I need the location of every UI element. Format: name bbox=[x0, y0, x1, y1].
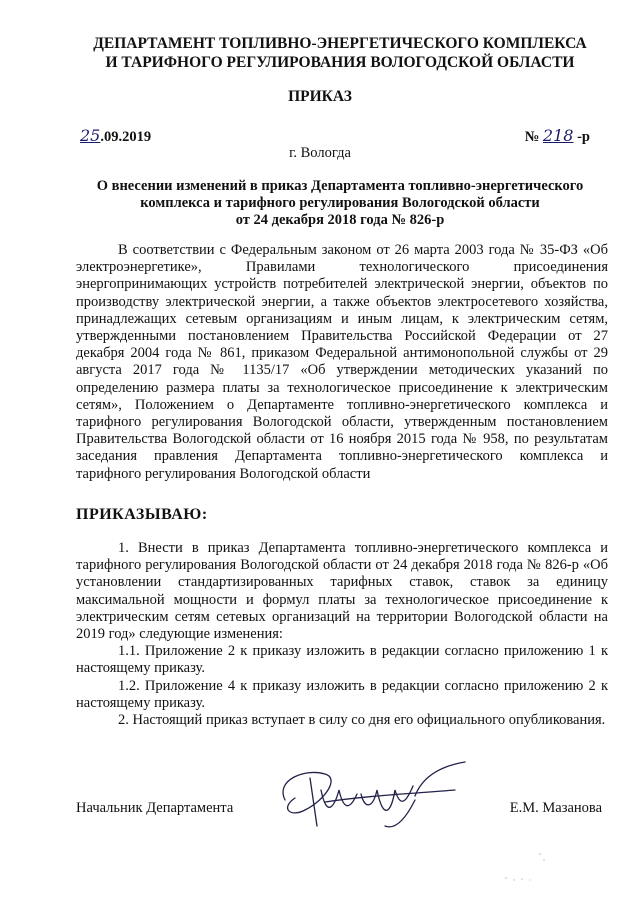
date-day-handwritten: 25 bbox=[80, 126, 101, 145]
subject-line-3: от 24 декабря 2018 года № 826-р bbox=[235, 212, 445, 228]
preamble-paragraph: В соответствии с Федеральным законом от 26 марта 2003 года № 35-ФЗ «Об электроэнергетике», Правилами технологического присоединения энергопринимающих устройств потребителей электрической энергии, объектов по производству электрической энергии, а также объектов электросетевого хозяйства, принадлежащих сетевым организациям и иным лицам, к электрическим сетям, утвержденными постановлением Правительства Российской Федерации от 27 декабря 2004 года № 861, приказом Федеральной антимонопольной службы от 29 августа 2017 года № 1135/17 «Об утверждении методических указаний по определению размера платы за технологическое присоединение к электрическим сетям», Положением о Департаменте топливно-энергетического комплекса и тарифного регулирования Вологодской области, утвержденным постановлением Правительства Вологодской области от 16 ноября 2015 года № 958, по результатам заседания правления Департамента топливно-энергетического комплекса и тарифного регулирования Вологодской области bbox=[76, 242, 608, 482]
subject-line-2: комплекса и тарифного регулирования Вологодской области bbox=[140, 195, 540, 211]
order-item-1: 1. Внести в приказ Департамента топливно-энергетического комплекса и тарифного регулирования Вологодской области от 24 декабря 2018 года № 826-р «Об установлении стандартизированных тарифных ставок, ставок за единицу максимальной мощности и формул платы за технологическое присоединение к электрическим сетям сетевых организаций на территории Вологодской области на 2019 год» следующие изменения: bbox=[76, 540, 608, 643]
handwritten-signature bbox=[265, 760, 475, 832]
number-suffix: -р bbox=[577, 129, 590, 145]
signatory-name: Е.М. Мазанова bbox=[509, 800, 602, 816]
city: г. Вологда bbox=[289, 145, 351, 161]
scan-speckles bbox=[500, 850, 560, 890]
department-header bbox=[60, 34, 620, 72]
order-item-2: 2. Настоящий приказ вступает в силу со дня его официального опубликования. bbox=[118, 712, 606, 729]
header-line-1: ДЕПАРТАМЕНТ ТОПЛИВНО-ЭНЕРГЕТИЧЕСКОГО КОМПЛЕКСА bbox=[93, 35, 587, 52]
order-subject bbox=[60, 178, 620, 229]
number-prefix: № bbox=[524, 129, 540, 145]
order-number bbox=[525, 126, 590, 146]
order-item-1-2: 1.2. Приложение 4 к приказу изложить в редакции согласно приложению 2 к настоящему приказу. bbox=[76, 677, 608, 711]
subject-line-1: О внесении изменений в приказ Департамента топливно-энергетического bbox=[96, 178, 584, 194]
header-line-2: И ТАРИФНОГО РЕГУЛИРОВАНИЯ ВОЛОГОДСКОЙ ОБЛАСТИ bbox=[105, 54, 575, 71]
order-item-1-1: 1.1. Приложение 2 к приказу изложить в редакции согласно приложению 1 к настоящему приказу. bbox=[76, 643, 608, 677]
order-date bbox=[80, 126, 151, 146]
number-handwritten: 218 bbox=[542, 126, 574, 145]
date-rest: .09.2019 bbox=[100, 129, 152, 145]
orders-word: ПРИКАЗЫВАЮ: bbox=[76, 506, 208, 523]
order-items bbox=[76, 540, 608, 729]
signatory-position: Начальник Департамента bbox=[76, 800, 234, 816]
document-type: ПРИКАЗ bbox=[288, 88, 352, 105]
